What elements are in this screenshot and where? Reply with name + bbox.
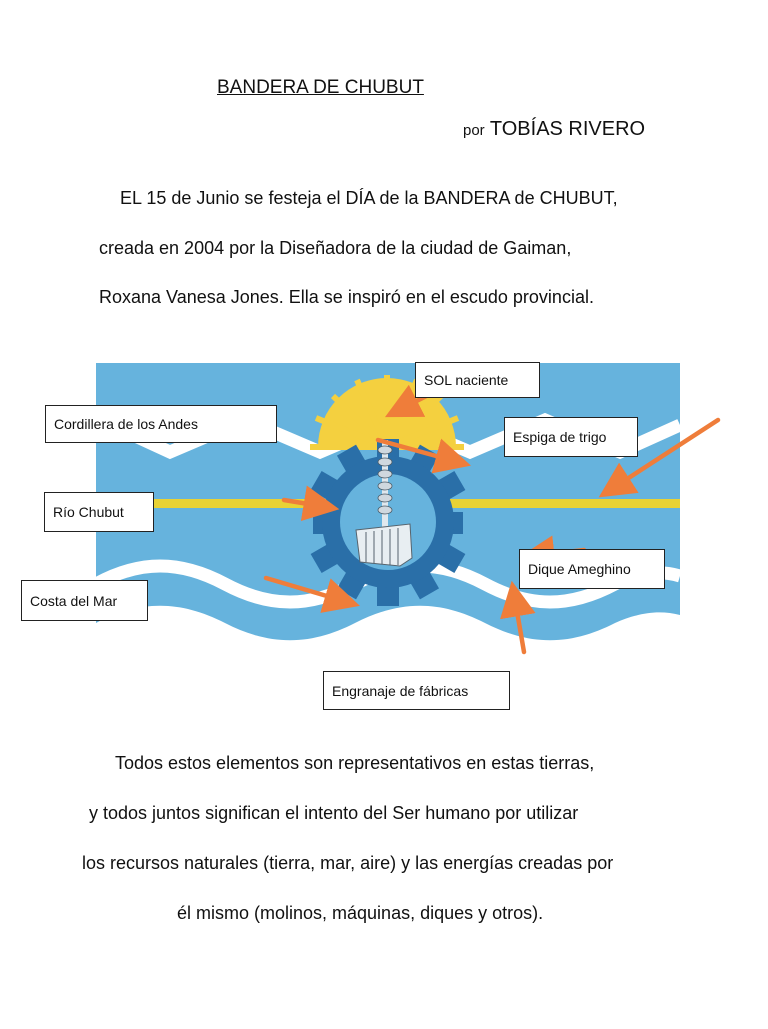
label-sol-naciente: SOL naciente bbox=[415, 362, 540, 398]
label-cordillera: Cordillera de los Andes bbox=[45, 405, 277, 443]
conclusion-line-2: y todos juntos significan el intento del Ser humano por utilizar bbox=[89, 803, 579, 823]
label-dique: Dique Ameghino bbox=[519, 549, 665, 589]
intro-line-3: Roxana Vanesa Jones. Ella se inspiró en el escudo provincial. bbox=[99, 287, 594, 307]
label-costa: Costa del Mar bbox=[21, 580, 148, 621]
label-espiga: Espiga de trigo bbox=[504, 417, 638, 457]
conclusion-line-1: Todos estos elementos son representativos en estas tierras, bbox=[115, 753, 595, 773]
author-prefix: por bbox=[463, 122, 485, 139]
conclusion-line-4: él mismo (molinos, máquinas, diques y otros). bbox=[177, 903, 544, 923]
author-name: TOBÍAS RIVERO bbox=[489, 118, 646, 140]
intro-line-1: EL 15 de Junio se festeja el DÍA de la BANDERA de CHUBUT, bbox=[120, 188, 618, 208]
label-rio-chubut: Río Chubut bbox=[44, 492, 154, 532]
dam bbox=[356, 524, 412, 566]
intro-line-2: creada en 2004 por la Diseñadora de la ciudad de Gaiman, bbox=[99, 238, 572, 258]
label-engranaje: Engranaje de fábricas bbox=[323, 671, 510, 710]
conclusion-line-3: los recursos naturales (tierra, mar, aire) y las energías creadas por bbox=[82, 853, 614, 873]
document-title: BANDERA DE CHUBUT bbox=[217, 77, 424, 98]
